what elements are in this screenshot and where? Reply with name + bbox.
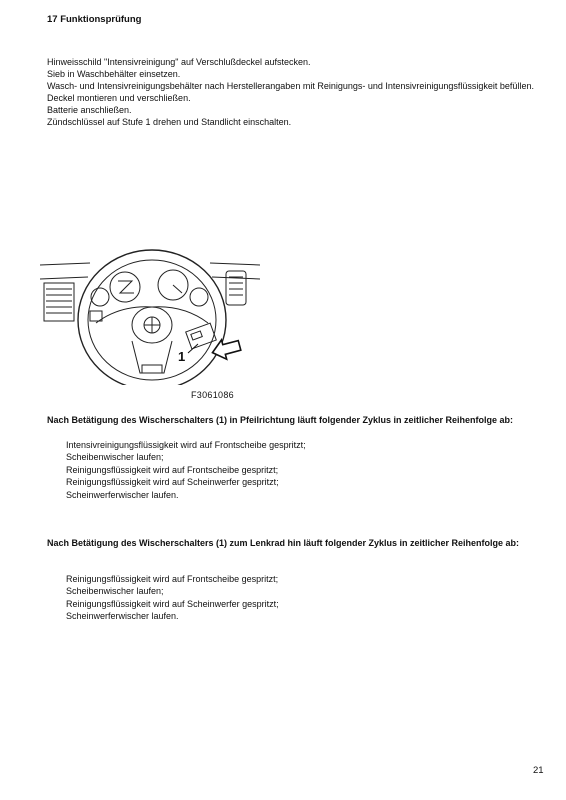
page-title: 17 Funktionsprüfung xyxy=(47,14,142,25)
gauge-small-left xyxy=(91,288,109,306)
gauge-needle xyxy=(173,285,182,293)
list-item: Reinigungsflüssigkeit wird auf Frontscheibe gespritzt; xyxy=(66,574,279,584)
section1-list xyxy=(66,439,536,501)
intro-line: Wasch- und Intensivreinigungsbehälter nach Herstellerangaben mit Reinigungs- und Intensivreinigungsflüssigkeit befüllen. xyxy=(47,81,534,91)
page-number: 21 xyxy=(533,765,544,776)
gauge-needle xyxy=(118,281,134,293)
intro-steps xyxy=(47,56,547,128)
dashboard-line xyxy=(40,277,88,279)
list-item: Intensivreinigungsflüssigkeit wird auf Frontscheibe gespritzt; xyxy=(66,440,306,450)
figure-code: F3061086 xyxy=(191,390,234,400)
list-item: Reinigungsflüssigkeit wird auf Scheinwerfer gespritzt; xyxy=(66,598,279,609)
dashboard-line xyxy=(40,263,90,265)
callout-leader-line xyxy=(188,344,198,353)
callout-number: 1 xyxy=(178,349,186,364)
intro-line: Hinweisschild "Intensivreinigung" auf Verschlußdeckel aufstecken. xyxy=(47,57,311,67)
list-item: Scheinwerferwischer laufen. xyxy=(66,489,179,500)
dashboard-line xyxy=(210,263,260,265)
intro-line: Sieb in Waschbehälter einsetzen. xyxy=(47,69,181,79)
wiper-switch xyxy=(186,323,217,349)
list-item: Reinigungsflüssigkeit wird auf Scheinwerfer gespritzt; xyxy=(66,477,279,488)
steering-wheel-grip-pad xyxy=(142,365,162,373)
steering-wheel-lower-spoke xyxy=(132,341,172,373)
gauge-tachometer xyxy=(110,272,140,302)
list-item: Scheinwerferwischer laufen. xyxy=(66,611,179,622)
list-item: Scheibenwischer laufen; xyxy=(66,452,164,463)
intro-line: Deckel montieren und verschließen. xyxy=(47,93,191,103)
section2-heading: Nach Betätigung des Wischerschalters (1) zum Lenkrad hin läuft folgender Zyklus in zeitlicher Reihenfolge ab: xyxy=(47,538,520,548)
section2-list xyxy=(66,573,536,623)
list-item: Scheibenwischer laufen; xyxy=(66,586,164,597)
steering-wheel-illustration xyxy=(40,245,260,385)
air-vent-right xyxy=(226,271,246,305)
intro-line: Zündschlüssel auf Stufe 1 drehen und Standlicht einschalten. xyxy=(47,117,292,127)
section1-heading: Nach Betätigung des Wischerschalters (1) in Pfeilrichtung läuft folgender Zyklus in zeitlicher Reihenfolge ab: xyxy=(47,415,514,425)
list-item: Reinigungsflüssigkeit wird auf Frontscheibe gespritzt; xyxy=(66,464,279,475)
intro-line: Batterie anschließen. xyxy=(47,105,132,115)
air-vent-left xyxy=(44,283,74,321)
gauge-small-right xyxy=(190,288,208,306)
